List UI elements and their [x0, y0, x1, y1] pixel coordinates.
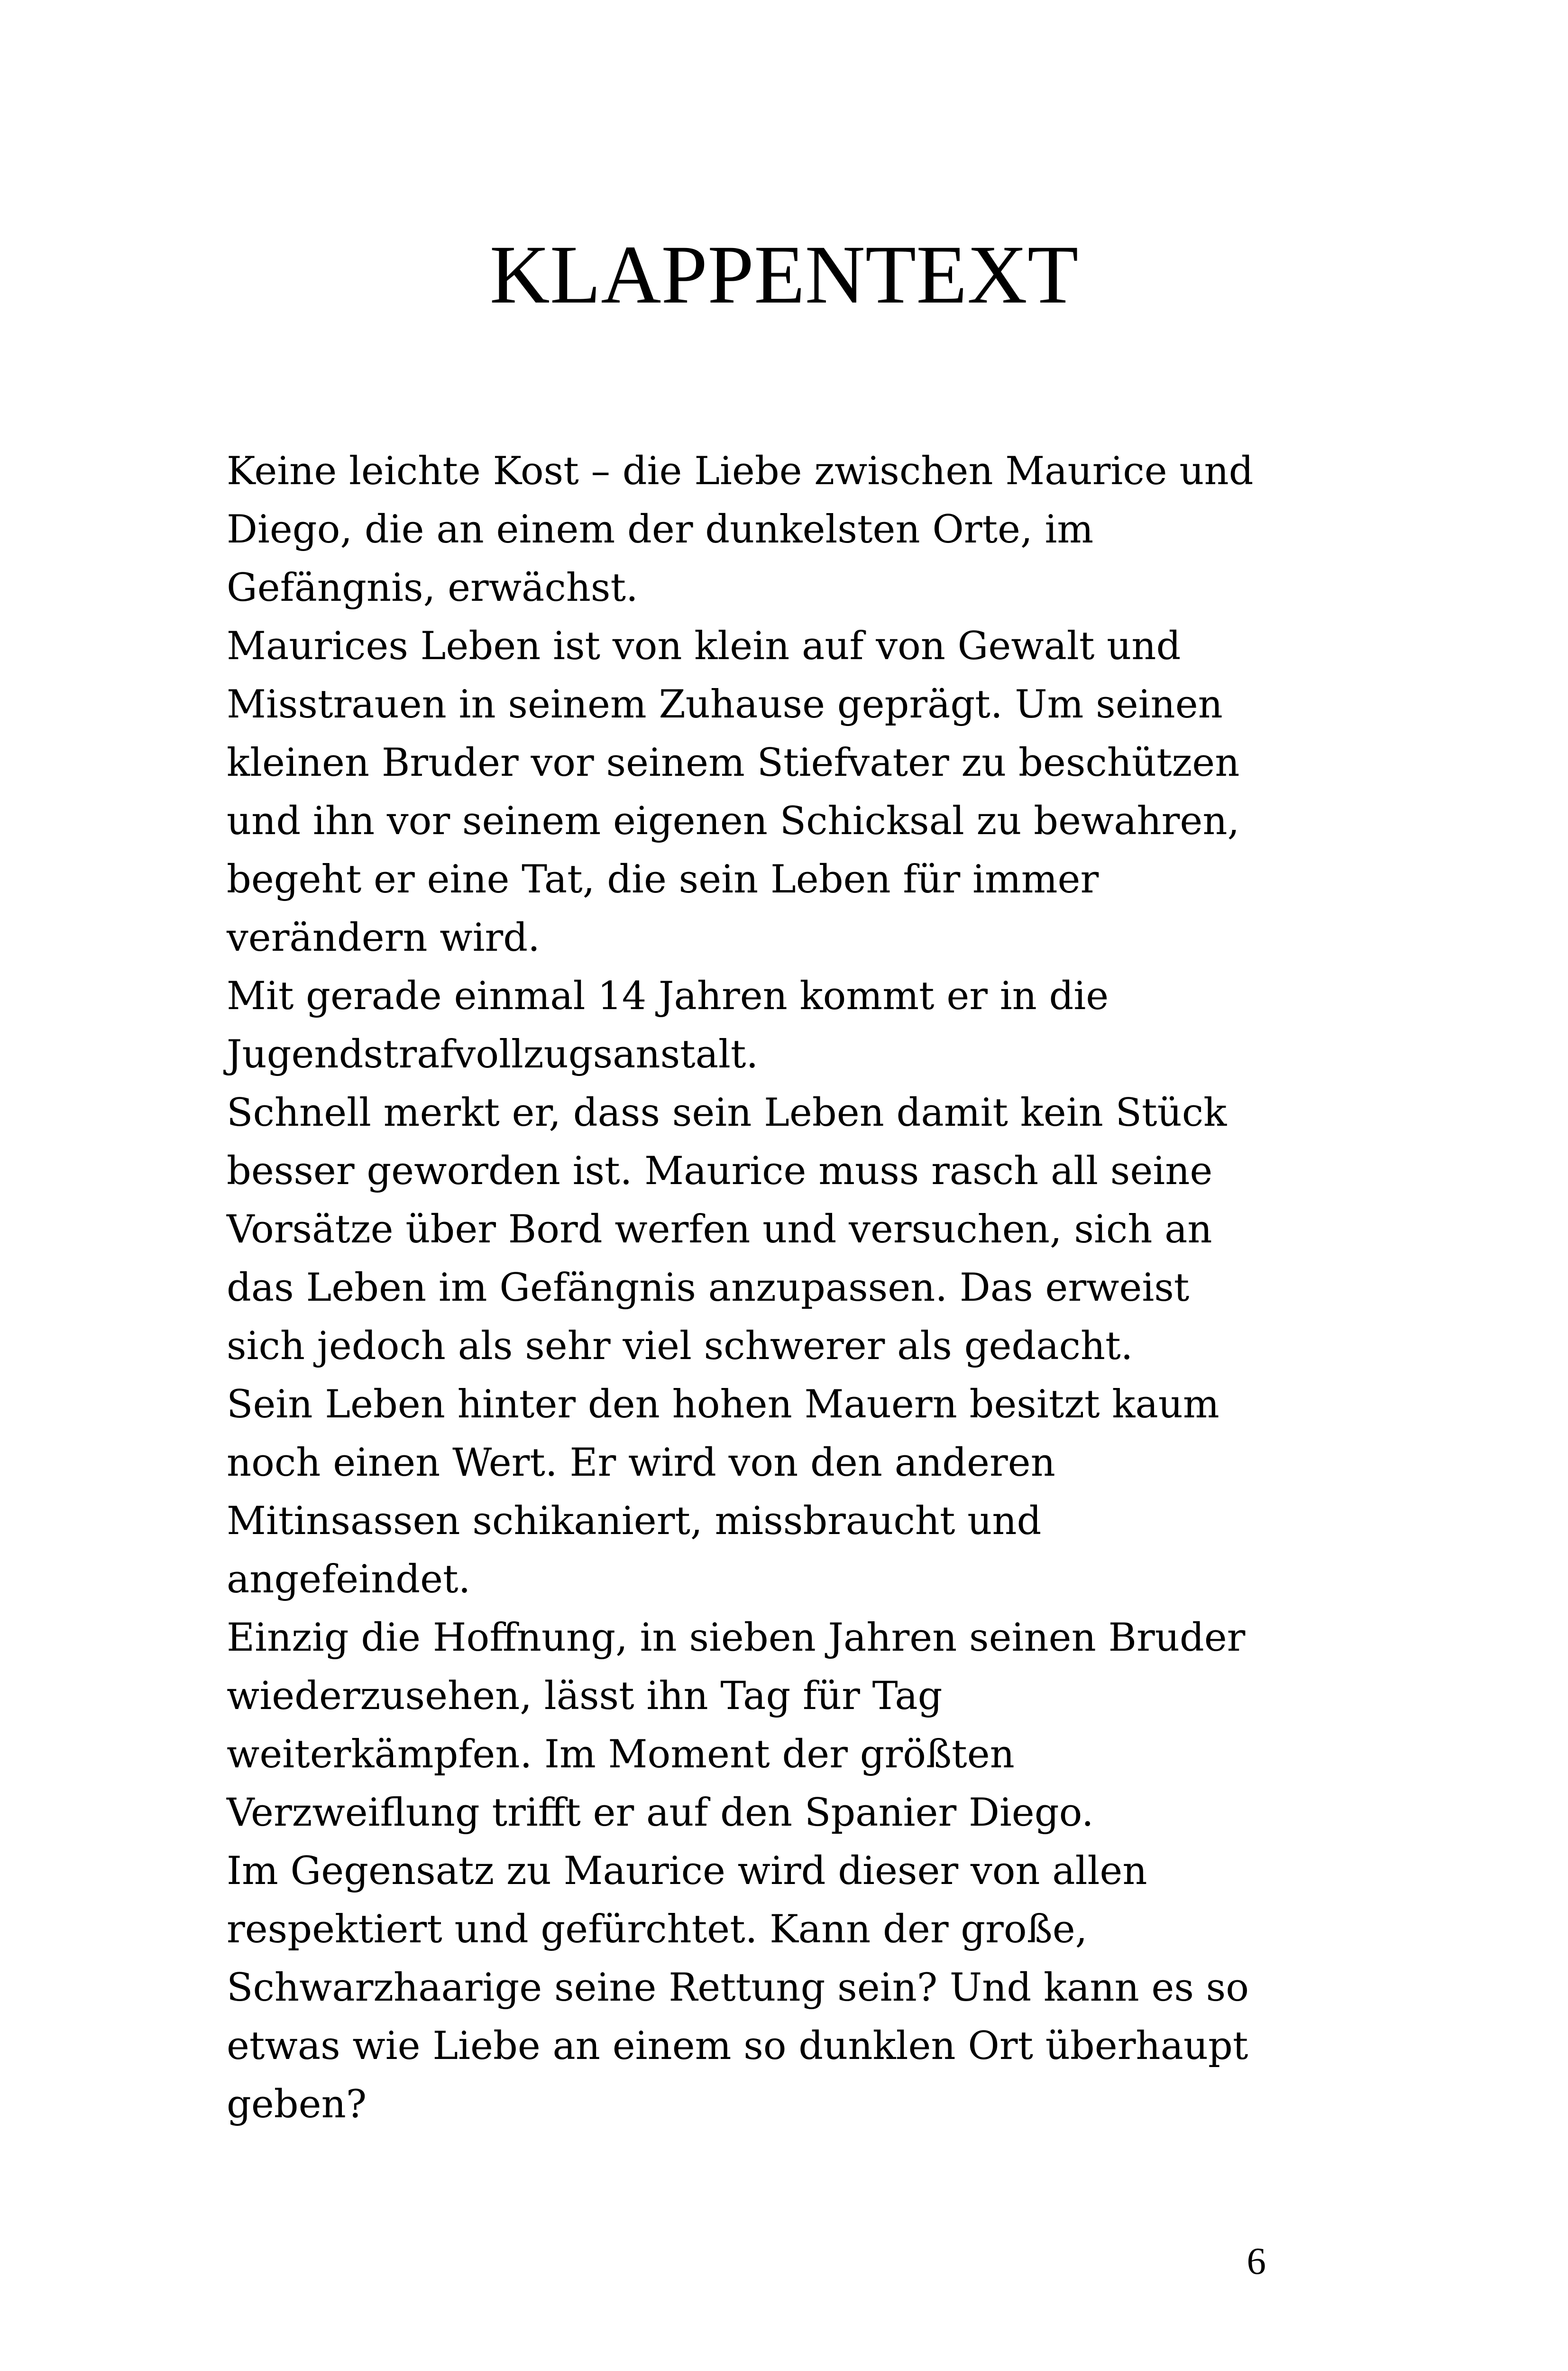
text-line: Im Gegensatz zu Maurice wird dieser von allen — [227, 1849, 1147, 1893]
text-line: und ihn vor seinem eigenen Schicksal zu bewahren, — [227, 799, 1240, 844]
text-line: Sein Leben hinter den hohen Mauern besitzt kaum — [227, 1382, 1220, 1427]
page-number: 6 — [1247, 2240, 1266, 2282]
text-line: Keine leichte Kost – die Liebe zwischen Maurice und — [227, 449, 1254, 494]
page-title: KLAPPENTEXT — [489, 229, 1079, 321]
text-line: Mitinsassen schikaniert, missbraucht und — [227, 1499, 1042, 1544]
text-line: noch einen Wert. Er wird von den anderen — [227, 1441, 1055, 1485]
text-line: Schwarzhaarige seine Rettung sein? Und kann es so — [227, 1966, 1249, 2010]
text-line: sich jedoch als sehr viel schwerer als gedacht. — [227, 1324, 1133, 1369]
text-line: Mit gerade einmal 14 Jahren kommt er in die — [227, 974, 1109, 1019]
text-line: Gefängnis, erwächst. — [227, 566, 638, 610]
text-line: angefeindet. — [227, 1557, 471, 1602]
text-line: etwas wie Liebe an einem so dunklen Ort überhaupt — [227, 2024, 1248, 2068]
text-line: verändern wird. — [227, 916, 540, 960]
text-line: Schnell merkt er, dass sein Leben damit kein Stück — [227, 1091, 1227, 1135]
text-line: Misstrauen in seinem Zuhause geprägt. Um seinen — [227, 682, 1223, 727]
blurb-text — [227, 442, 1341, 2134]
text-line: Verzweiflung trifft er auf den Spanier Diego. — [227, 1791, 1094, 1835]
text-line: Jugendstrafvollzugsanstalt. — [227, 1032, 759, 1077]
text-line: weiterkämpfen. Im Moment der größten — [227, 1732, 1015, 1777]
text-line: Vorsätze über Bord werfen und versuchen, sich an — [227, 1207, 1212, 1252]
text-line: respektiert und gefürchtet. Kann der große, — [227, 1907, 1088, 1952]
text-line: geben? — [227, 2082, 367, 2127]
text-line: kleinen Bruder vor seinem Stiefvater zu beschützen — [227, 741, 1240, 785]
text-line: begeht er eine Tat, die sein Leben für immer — [227, 857, 1099, 902]
text-line: das Leben im Gefängnis anzupassen. Das erweist — [227, 1266, 1190, 1310]
text-line: Diego, die an einem der dunkelsten Orte, im — [227, 507, 1094, 552]
text-line: Einzig die Hoffnung, in sieben Jahren seinen Bruder — [227, 1616, 1246, 1660]
text-line: Maurices Leben ist von klein auf von Gewalt und — [227, 624, 1181, 669]
text-line: wiederzusehen, lässt ihn Tag für Tag — [227, 1674, 943, 1719]
text-line: besser geworden ist. Maurice muss rasch all seine — [227, 1149, 1213, 1194]
